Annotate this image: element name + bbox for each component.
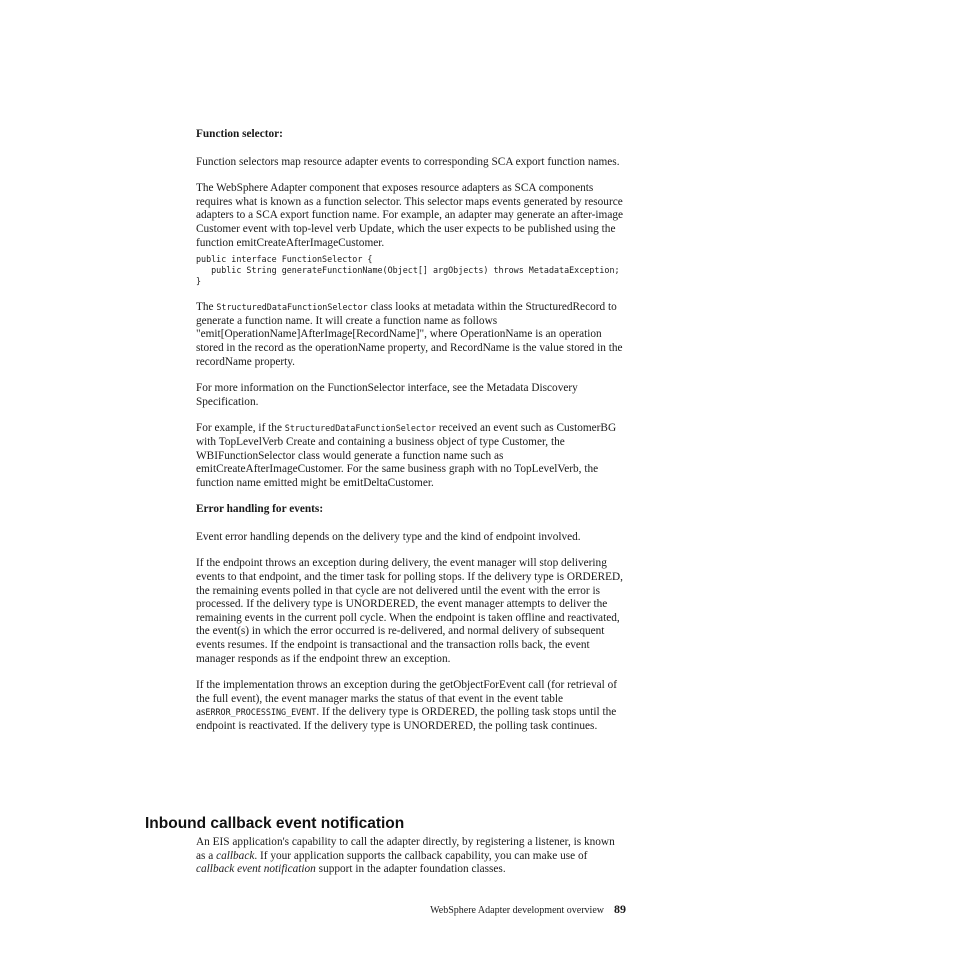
function-selector-heading: Function selector: — [196, 128, 283, 140]
inline-code: ERROR_PROCESSING_EVENT — [205, 707, 317, 718]
page-footer — [430, 902, 626, 917]
footer-title: WebSphere Adapter development overview — [430, 905, 604, 916]
paragraph: If the endpoint throws an exception during delivery, the event manager will stop delivering events to that endpoint, and the timer task for polling stops. If the delivery type is ORDERED, the remaining events polled in that cycle are not delivered until the event with the error is processed. If the delivery type is UNORDERED, the event manager attempts to deliver the remaining events in the current poll cycle. When the endpoint is taken offline and reactivated, the event(s) in which the error occurred is re-delivered, and normal delivery of subsequent events resumes. If the endpoint is transactional and the transaction rolls back, the event manager responds as if the endpoint threw an exception. — [196, 557, 624, 665]
code-block: public interface FunctionSelector { public String generateFunctionName(Object[] argObjects) throws MetadataException; } — [196, 254, 620, 287]
paragraph: Function selectors map resource adapter events to corresponding SCA export function names. — [196, 155, 620, 168]
inline-code: StructuredDataFunctionSelector — [216, 302, 368, 313]
paragraph: If the implementation throws an exception during the getObjectForEvent call (for retrieval of the full event), the event manager marks the status of that event in the event table asERROR_PROCESSING_EVENT. If the delivery type is ORDERED, the polling task stops until the endpoint is reactivated. If the delivery type is UNORDERED, the polling task continues. — [196, 679, 617, 732]
paragraph: An EIS application's capability to call the adapter directly, by registering a listener, is known as a callback. If your application supports the callback capability, you can make use of callback event notification support in the adapter foundation classes. — [196, 836, 615, 876]
paragraph: Event error handling depends on the delivery type and the kind of endpoint involved. — [196, 530, 581, 543]
error-handling-heading: Error handling for events: — [196, 503, 324, 516]
function-selector-section — [196, 128, 626, 734]
inline-code: StructuredDataFunctionSelector — [284, 423, 437, 434]
paragraph: For more information on the FunctionSelector interface, see the Metadata Discovery Specification. — [196, 382, 578, 408]
paragraph: The WebSphere Adapter component that exposes resource adapters as SCA components requires what is known as a function selector. This selector maps events generated by resource adapters to a SCA export function name. For example, an adapter may generate an after-image Customer event with top-level verb Update, which the user expects to be published using the function emitCreateAfterImageCustomer. — [196, 182, 624, 249]
paragraph: The StructuredDataFunctionSelector class looks at metadata within the StructuredRecord to generate a function name. It will create a function name as follows "emit[OperationName]AfterImage[RecordName]", where OperationName is an operation stored in the record as the operationName property, and RecordName is the value stored in the recordName property. — [196, 301, 623, 368]
paragraph: For example, if the StructuredDataFunctionSelector received an event such as CustomerBG with TopLevelVerb Create and containing a business object of type Customer, the WBIFunctionSelector class would generate a function name such as emitCreateAfterImageCustomer. For the same business graph with no TopLevelVerb, the function name emitted might be emitDeltaCustomer. — [196, 422, 617, 489]
section-title: Inbound callback event notification — [145, 815, 405, 832]
page-number: 89 — [614, 902, 626, 916]
inbound-callback-section — [196, 836, 626, 877]
